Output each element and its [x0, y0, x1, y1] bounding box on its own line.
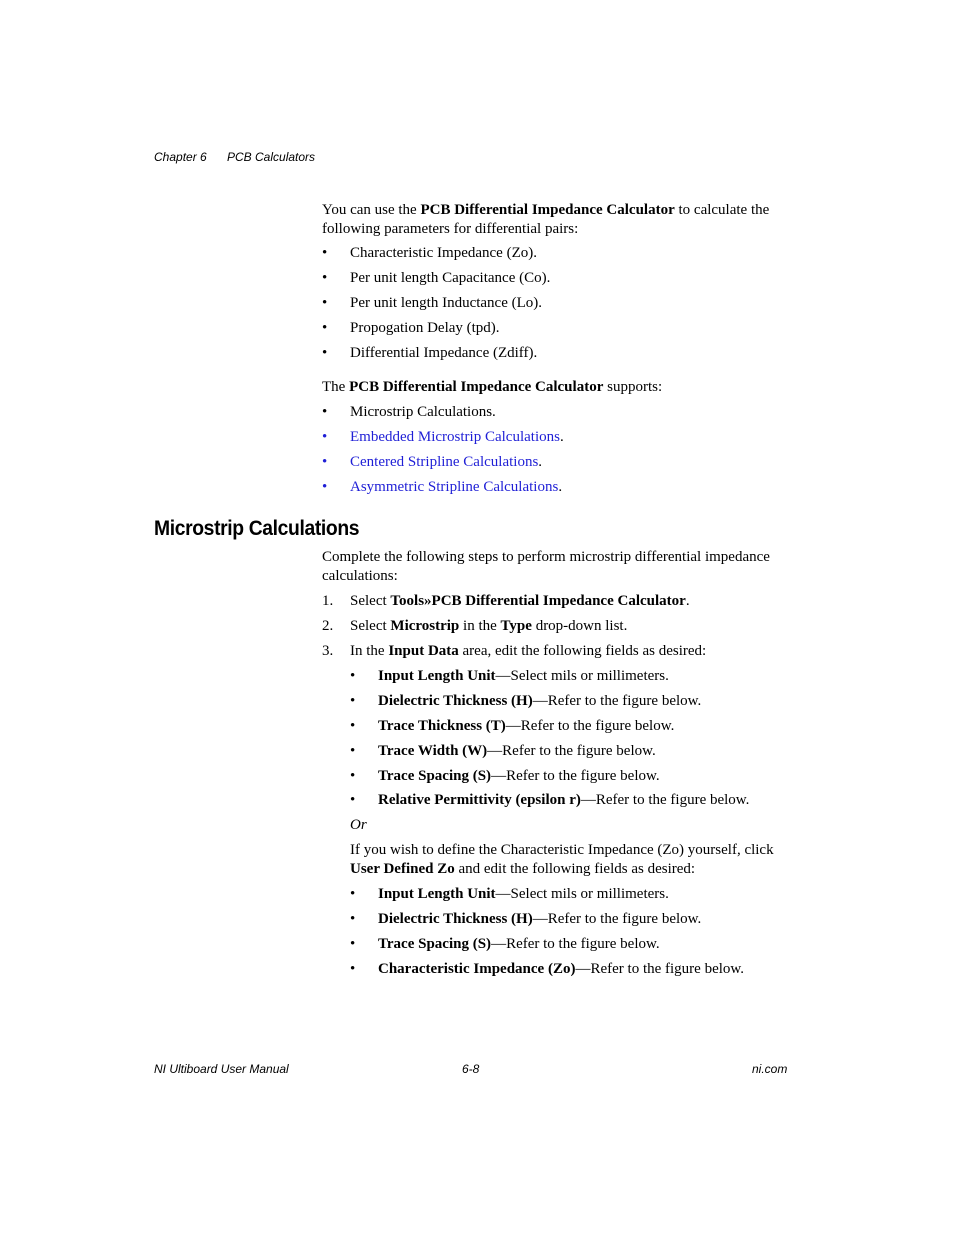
footer-manual-title: NI Ultiboard User Manual [154, 1062, 289, 1076]
footer-page-number: 6-8 [462, 1062, 480, 1076]
bullet: • [322, 270, 328, 286]
bullet: • [350, 961, 356, 977]
list-item: Characteristic Impedance (Zo). [350, 245, 537, 261]
bullet: • [322, 295, 328, 311]
list-item: Microstrip Calculations. [350, 404, 496, 420]
embedded-microstrip-link[interactable]: Embedded Microstrip Calculations [350, 429, 560, 445]
bullet: • [350, 936, 356, 952]
bullet: • [322, 245, 328, 261]
list-item: Per unit length Inductance (Lo). [350, 295, 543, 311]
asymmetric-stripline-link[interactable]: Asymmetric Stripline Calculations [350, 479, 559, 495]
list-item: Differential Impedance (Zdiff). [350, 345, 538, 361]
intro-paragraph: You can use the PCB Differential Impedance Calculator to calculate the following parameters for differential pairs: [322, 202, 770, 237]
list-item: Asymmetric Stripline Calculations. [350, 479, 563, 495]
or-text: Or [350, 817, 367, 833]
bullet: • [350, 668, 356, 684]
list-item: Embedded Microstrip Calculations. [350, 429, 564, 445]
list-item: Trace Width (W)—Refer to the figure below. [378, 743, 656, 759]
list-item: Characteristic Impedance (Zo)—Refer to the figure below. [378, 961, 745, 977]
list-item: Trace Spacing (S)—Refer to the figure below. [378, 768, 660, 784]
list-item: Dielectric Thickness (H)—Refer to the figure below. [378, 693, 702, 709]
bullet: • [322, 479, 328, 495]
list-item: Dielectric Thickness (H)—Refer to the figure below. [378, 911, 702, 927]
section-heading: Microstrip Calculations [154, 517, 360, 540]
bullet: • [350, 886, 356, 902]
bullet: • [322, 345, 328, 361]
list-item: Centered Stripline Calculations. [350, 454, 543, 470]
supports-paragraph: The PCB Differential Impedance Calculator supports: [322, 379, 663, 395]
list-item: Relative Permittivity (epsilon r)—Refer to the figure below. [378, 792, 750, 808]
list-item: Trace Spacing (S)—Refer to the figure below. [378, 936, 660, 952]
step-number: 2. [322, 618, 334, 634]
bullet: • [322, 429, 328, 445]
step-2: Select Microstrip in the Type drop-down list. [350, 618, 628, 634]
running-header-chapter: Chapter 6 [154, 150, 207, 164]
step-number: 3. [322, 643, 334, 659]
list-item: Propogation Delay (tpd). [350, 320, 500, 336]
list-item: Input Length Unit—Select mils or millimeters. [378, 668, 669, 684]
list-item: Trace Thickness (T)—Refer to the figure below. [378, 718, 675, 734]
bullet: • [350, 693, 356, 709]
step-number: 1. [322, 593, 334, 609]
list-item: Per unit length Capacitance (Co). [350, 270, 551, 286]
bullet: • [350, 768, 356, 784]
step-3: In the Input Data area, edit the following fields as desired: [350, 643, 707, 659]
running-header-section: PCB Calculators [227, 150, 316, 164]
user-defined-paragraph: If you wish to define the Characteristic Impedance (Zo) yourself, click User Defined Zo and edit the following fields as desired: [350, 842, 774, 877]
bullet: • [350, 911, 356, 927]
list-item: Input Length Unit—Select mils or millimeters. [378, 886, 669, 902]
bullet: • [322, 320, 328, 336]
intro-calculator-name: PCB Differential Impedance Calculator [420, 202, 675, 218]
footer-website: ni.com [752, 1062, 788, 1076]
section-intro: Complete the following steps to perform microstrip differential impedance calculations: [322, 549, 770, 584]
bullet: • [322, 454, 328, 470]
bullet: • [322, 404, 328, 420]
centered-stripline-link[interactable]: Centered Stripline Calculations [350, 454, 539, 470]
bullet: • [350, 718, 356, 734]
bullet: • [350, 743, 356, 759]
step-1: Select Tools»PCB Differential Impedance Calculator. [350, 593, 690, 609]
bullet: • [350, 792, 356, 808]
